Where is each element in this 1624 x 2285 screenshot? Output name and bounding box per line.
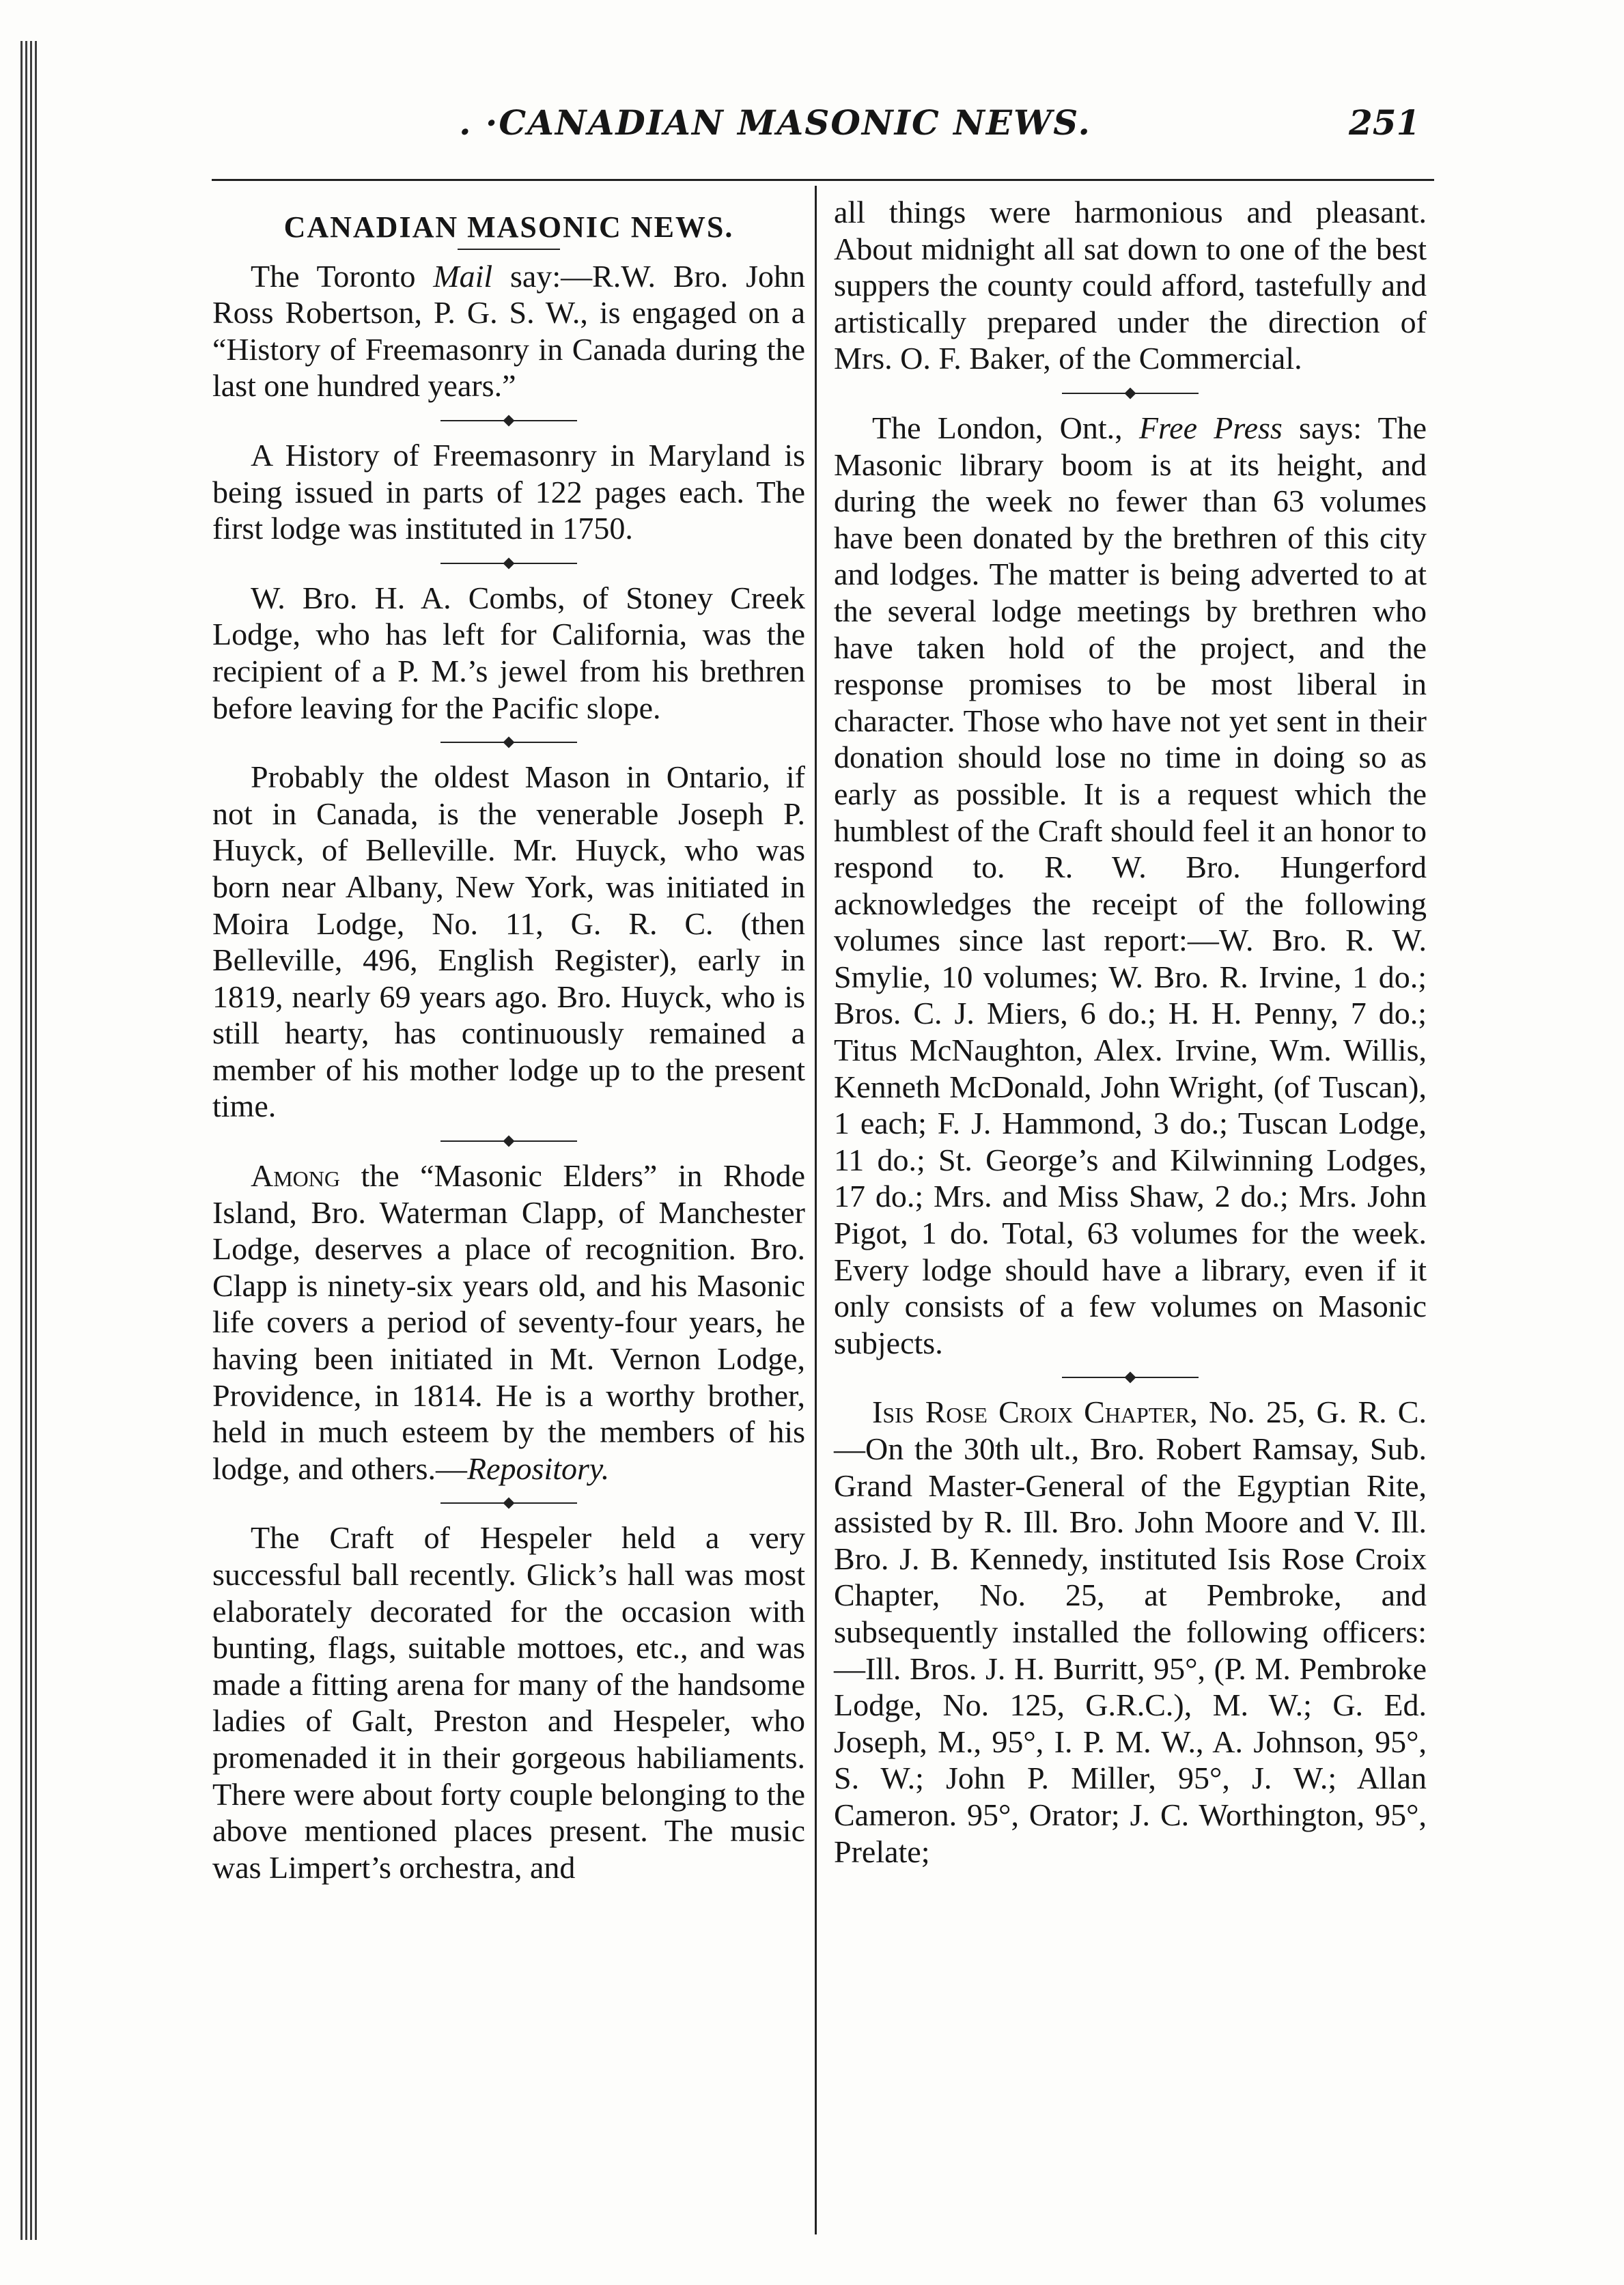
- item-oldest-mason: Probably the oldest Mason in Ontario, if not in Canada, is the venerable Joseph P. Huyck, of Belleville. Mr. Huyck, who was born near Albany, New York, was initiated in Moira Lodge, No. 11, G. R. C. (then Belleville, 496, English Register), early in 1819, nearly 69 years ago. Bro. Huyck, who is still hearty, has continuously remained a member of his mother lodge up to the present time.: [212, 759, 805, 1124]
- right-column: [834, 194, 1427, 1870]
- item-masonic-elders: Among the “Masonic Elders” in Rhode Island, Bro. Waterman Clapp, of Manchester Lodge, deserves a place of recognition. Bro. Clapp is ninety-six years old, and his Masonic life covers a period of seventy-four years, he having been initiated in Mt. Vernon Lodge, Providence, in 1814. He is a worthy brother, held in much esteem by the members of his lodge, and others.—Repository.: [212, 1158, 805, 1486]
- separator-ornament: [1062, 381, 1199, 406]
- item-hespeler-ball: The Craft of Hespeler held a very successful ball recently. Glick’s hall was most elaborately decorated for the occasion with bunting, flags, suitable mottoes, etc., and was made a fitting arena for many of the handsome ladies of Galt, Preston and Hespeler, who promenaded it in their gorgeous habiliaments. There were about forty couple belonging to the above mentioned places present. The music was Limpert’s orchestra, and: [212, 1520, 805, 1885]
- item-maryland-history: A History of Freemasonry in Maryland is being issued in parts of 122 pages each. The first lodge was instituted in 1750.: [212, 437, 805, 546]
- item-combs-jewel: W. Bro. H. A. Combs, of Stoney Creek Lodge, who has left for California, was the recipient of a P. M.’s jewel from his brethren before leaving for the Pacific slope.: [212, 580, 805, 725]
- header-rule: [212, 179, 1434, 181]
- separator-ornament: [440, 1129, 577, 1153]
- separator-ornament: [440, 408, 577, 433]
- item-isis-rose-croix: Isis Rose Croix Chapter, No. 25, G. R. C.—On the 30th ult., Bro. Robert Ramsay, Sub. Grand Master-General of the Egyptian Rite, assisted by R. Ill. Bro. John Moore and V. Ill. Bro. J. B. Kennedy, instituted Isis Rose Croix Chapter, No. 25, at Pembroke, and subsequently installed the following officers:—Ill. Bros. J. H. Burritt, 95°, (P. M. Pembroke Lodge, No. 125, G.R.C.), M. W.; G. Ed. Joseph, M., 95°, I. P. M. W., A. Johnson, 95°, S. W.; John P. Miller, 95°, J. W.; Allan Cameron. 95°, Orator; J. C. Worthington, 95°, Prelate;: [834, 1394, 1427, 1869]
- title-rule: [458, 249, 560, 250]
- left-column: [212, 194, 805, 1886]
- separator-ornament: [440, 1491, 577, 1515]
- separator-ornament: [440, 730, 577, 755]
- page-binding-edge: [20, 41, 38, 2240]
- running-head: . ·CANADIAN MASONIC NEWS.: [459, 102, 1091, 143]
- separator-ornament: [440, 551, 577, 576]
- item-hespeler-ball-continued: all things were harmonious and pleasant. About midnight all sat down to one of the best suppers the county could afford, tastefully and artistically prepared under the direction of Mrs. O. F. Baker, of the Commercial.: [834, 195, 1427, 376]
- separator-ornament: [1062, 1365, 1199, 1390]
- page-number: 251: [1349, 102, 1420, 143]
- section-title: CANADIAN MASONIC NEWS.: [283, 210, 734, 244]
- item-masonic-library: The London, Ont., Free Press says: The Masonic library boom is at its height, and during the week no fewer than 63 volumes have been donated by the brethren of this city and lodges. The matter is being adverted to at the several lodge meetings by brethren who have taken hold of the project, and the response promises to be most liberal in character. Those who have not yet sent in their donation should lose no time in doing so as early as possible. It is a request which the humblest of the Craft should feel it an honor to respond to. R. W. Bro. Hungerford acknowledges the receipt of the following volumes since last report:—W. Bro. R. W. Smylie, 10 volumes; W. Bro. R. Irvine, 1 do.; Bros. C. J. Miers, 6 do.; H. H. Penny, 7 do.; Titus McNaughton, Alex. Irvine, Wm. Willis, Kenneth McDonald, John Wright, (of Tuscan), 1 each; F. J. Hammond, 3 do.; Tuscan Lodge, 11 do.; St. George’s and Kilwinning Lodges, 17 do.; Mrs. and Miss Shaw, 2 do.; Mrs. John Pigot, 1 do. Total, 63 volumes for the week. Every lodge should have a library, even if it only consists of a few volumes on Masonic subjects.: [834, 410, 1427, 1360]
- column-divider: [815, 186, 817, 2234]
- item-history-of-freemasonry: The Toronto Mail say:—R.W. Bro. John Ross Robertson, P. G. S. W., is engaged on a “History of Freemasonry in Canada during the last one hundred years.”: [212, 258, 805, 404]
